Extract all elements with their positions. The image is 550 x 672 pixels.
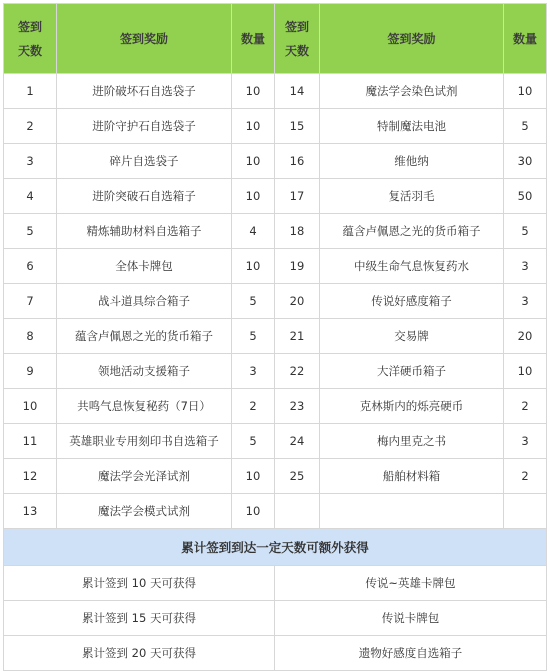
left-qty-cell: 10 [232, 109, 275, 144]
right-reward-cell: 传说好感度箱子 [320, 284, 504, 319]
header-day-right [275, 4, 320, 74]
table-row [4, 74, 547, 109]
right-qty-cell: 2 [504, 389, 547, 424]
bonus-section [4, 529, 547, 566]
left-day-cell: 10 [4, 389, 57, 424]
table-row [4, 354, 547, 389]
right-reward-cell: 魔法学会染色试剂 [320, 74, 504, 109]
header-qty-right: 数量 [504, 4, 547, 74]
right-day-cell: 14 [275, 74, 320, 109]
right-qty-cell: 5 [504, 109, 547, 144]
right-qty-cell: 3 [504, 284, 547, 319]
left-qty-cell: 5 [232, 424, 275, 459]
left-qty-cell: 5 [232, 319, 275, 354]
right-reward-cell: 复活羽毛 [320, 179, 504, 214]
header-qty-left: 数量 [232, 4, 275, 74]
table-row [4, 109, 547, 144]
left-qty-cell: 4 [232, 214, 275, 249]
left-reward-cell: 魔法学会模式试剂 [57, 494, 232, 529]
left-reward-cell: 蕴含卢佩恩之光的货币箱子 [57, 319, 232, 354]
bonus-title: 累计签到到达一定天数可额外获得 [4, 529, 547, 566]
bonus-reward: 传说~英雄卡牌包 [275, 566, 547, 601]
bonus-condition: 累计签到 10 天可获得 [4, 566, 275, 601]
right-qty-cell: 5 [504, 214, 547, 249]
bonus-condition: 累计签到 20 天可获得 [4, 636, 275, 671]
left-qty-cell: 3 [232, 354, 275, 389]
right-reward-cell: 蕴含卢佩恩之光的货币箱子 [320, 214, 504, 249]
left-day-cell: 5 [4, 214, 57, 249]
header-day-line2: 天数 [284, 43, 309, 58]
header-day-line1: 签到 [17, 19, 42, 34]
right-day-cell: 24 [275, 424, 320, 459]
right-day-cell: 16 [275, 144, 320, 179]
right-reward-cell: 维他纳 [320, 144, 504, 179]
right-qty-cell: 2 [504, 459, 547, 494]
bonus-rewards-body [4, 566, 547, 671]
left-day-cell: 1 [4, 74, 57, 109]
left-qty-cell: 10 [232, 459, 275, 494]
left-qty-cell: 10 [232, 144, 275, 179]
left-reward-cell: 碎片自选袋子 [57, 144, 232, 179]
table-row [4, 424, 547, 459]
left-day-cell: 3 [4, 144, 57, 179]
table-row [4, 249, 547, 284]
left-reward-cell: 共鸣气息恢复秘药（7日） [57, 389, 232, 424]
right-day-cell: 19 [275, 249, 320, 284]
bonus-row [4, 601, 547, 636]
table-row [4, 179, 547, 214]
right-qty-cell [504, 494, 547, 529]
table-row [4, 214, 547, 249]
table-row [4, 284, 547, 319]
bonus-condition: 累计签到 15 天可获得 [4, 601, 275, 636]
right-day-cell: 23 [275, 389, 320, 424]
left-qty-cell: 5 [232, 284, 275, 319]
right-qty-cell: 50 [504, 179, 547, 214]
right-qty-cell: 3 [504, 249, 547, 284]
table-row [4, 319, 547, 354]
header-reward-right: 签到奖励 [320, 4, 504, 74]
table-row [4, 389, 547, 424]
left-day-cell: 12 [4, 459, 57, 494]
right-reward-cell: 交易牌 [320, 319, 504, 354]
table-row [4, 494, 547, 529]
sign-in-rewards-table-wrapper [3, 3, 546, 671]
left-day-cell: 13 [4, 494, 57, 529]
right-qty-cell: 20 [504, 319, 547, 354]
left-qty-cell: 10 [232, 74, 275, 109]
left-day-cell: 11 [4, 424, 57, 459]
table-row [4, 459, 547, 494]
left-day-cell: 9 [4, 354, 57, 389]
right-reward-cell: 中级生命气息恢复药水 [320, 249, 504, 284]
header-day-line1: 签到 [284, 19, 309, 34]
right-qty-cell: 10 [504, 74, 547, 109]
right-day-cell: 17 [275, 179, 320, 214]
left-reward-cell: 进阶守护石自选袋子 [57, 109, 232, 144]
right-qty-cell: 3 [504, 424, 547, 459]
left-qty-cell: 10 [232, 179, 275, 214]
right-day-cell: 15 [275, 109, 320, 144]
bonus-row [4, 566, 547, 601]
sign-in-rewards-table [3, 3, 547, 671]
right-reward-cell: 大洋硬币箱子 [320, 354, 504, 389]
left-day-cell: 2 [4, 109, 57, 144]
right-reward-cell [320, 494, 504, 529]
left-reward-cell: 进阶突破石自选箱子 [57, 179, 232, 214]
left-qty-cell: 10 [232, 249, 275, 284]
left-reward-cell: 进阶破坏石自选袋子 [57, 74, 232, 109]
right-day-cell: 22 [275, 354, 320, 389]
right-qty-cell: 30 [504, 144, 547, 179]
left-qty-cell: 10 [232, 494, 275, 529]
table-row [4, 144, 547, 179]
right-reward-cell: 船舶材料箱 [320, 459, 504, 494]
left-reward-cell: 英雄职业专用刻印书自选箱子 [57, 424, 232, 459]
right-qty-cell: 10 [504, 354, 547, 389]
left-day-cell: 6 [4, 249, 57, 284]
right-reward-cell: 克林斯内的烁亮硬币 [320, 389, 504, 424]
right-reward-cell: 梅内里克之书 [320, 424, 504, 459]
left-reward-cell: 全体卡牌包 [57, 249, 232, 284]
header-reward-left: 签到奖励 [57, 4, 232, 74]
right-day-cell [275, 494, 320, 529]
left-reward-cell: 战斗道具综合箱子 [57, 284, 232, 319]
bonus-row [4, 636, 547, 671]
right-day-cell: 18 [275, 214, 320, 249]
right-day-cell: 25 [275, 459, 320, 494]
table-header [4, 4, 547, 74]
left-reward-cell: 魔法学会光泽试剂 [57, 459, 232, 494]
right-reward-cell: 特制魔法电池 [320, 109, 504, 144]
header-day-left [4, 4, 57, 74]
header-day-line2: 天数 [17, 43, 42, 58]
daily-rewards-body [4, 74, 547, 529]
right-day-cell: 21 [275, 319, 320, 354]
bonus-reward: 遗物好感度自选箱子 [275, 636, 547, 671]
left-day-cell: 4 [4, 179, 57, 214]
left-day-cell: 8 [4, 319, 57, 354]
left-qty-cell: 2 [232, 389, 275, 424]
bonus-reward: 传说卡牌包 [275, 601, 547, 636]
right-day-cell: 20 [275, 284, 320, 319]
left-day-cell: 7 [4, 284, 57, 319]
left-reward-cell: 精炼辅助材料自选箱子 [57, 214, 232, 249]
left-reward-cell: 领地活动支援箱子 [57, 354, 232, 389]
